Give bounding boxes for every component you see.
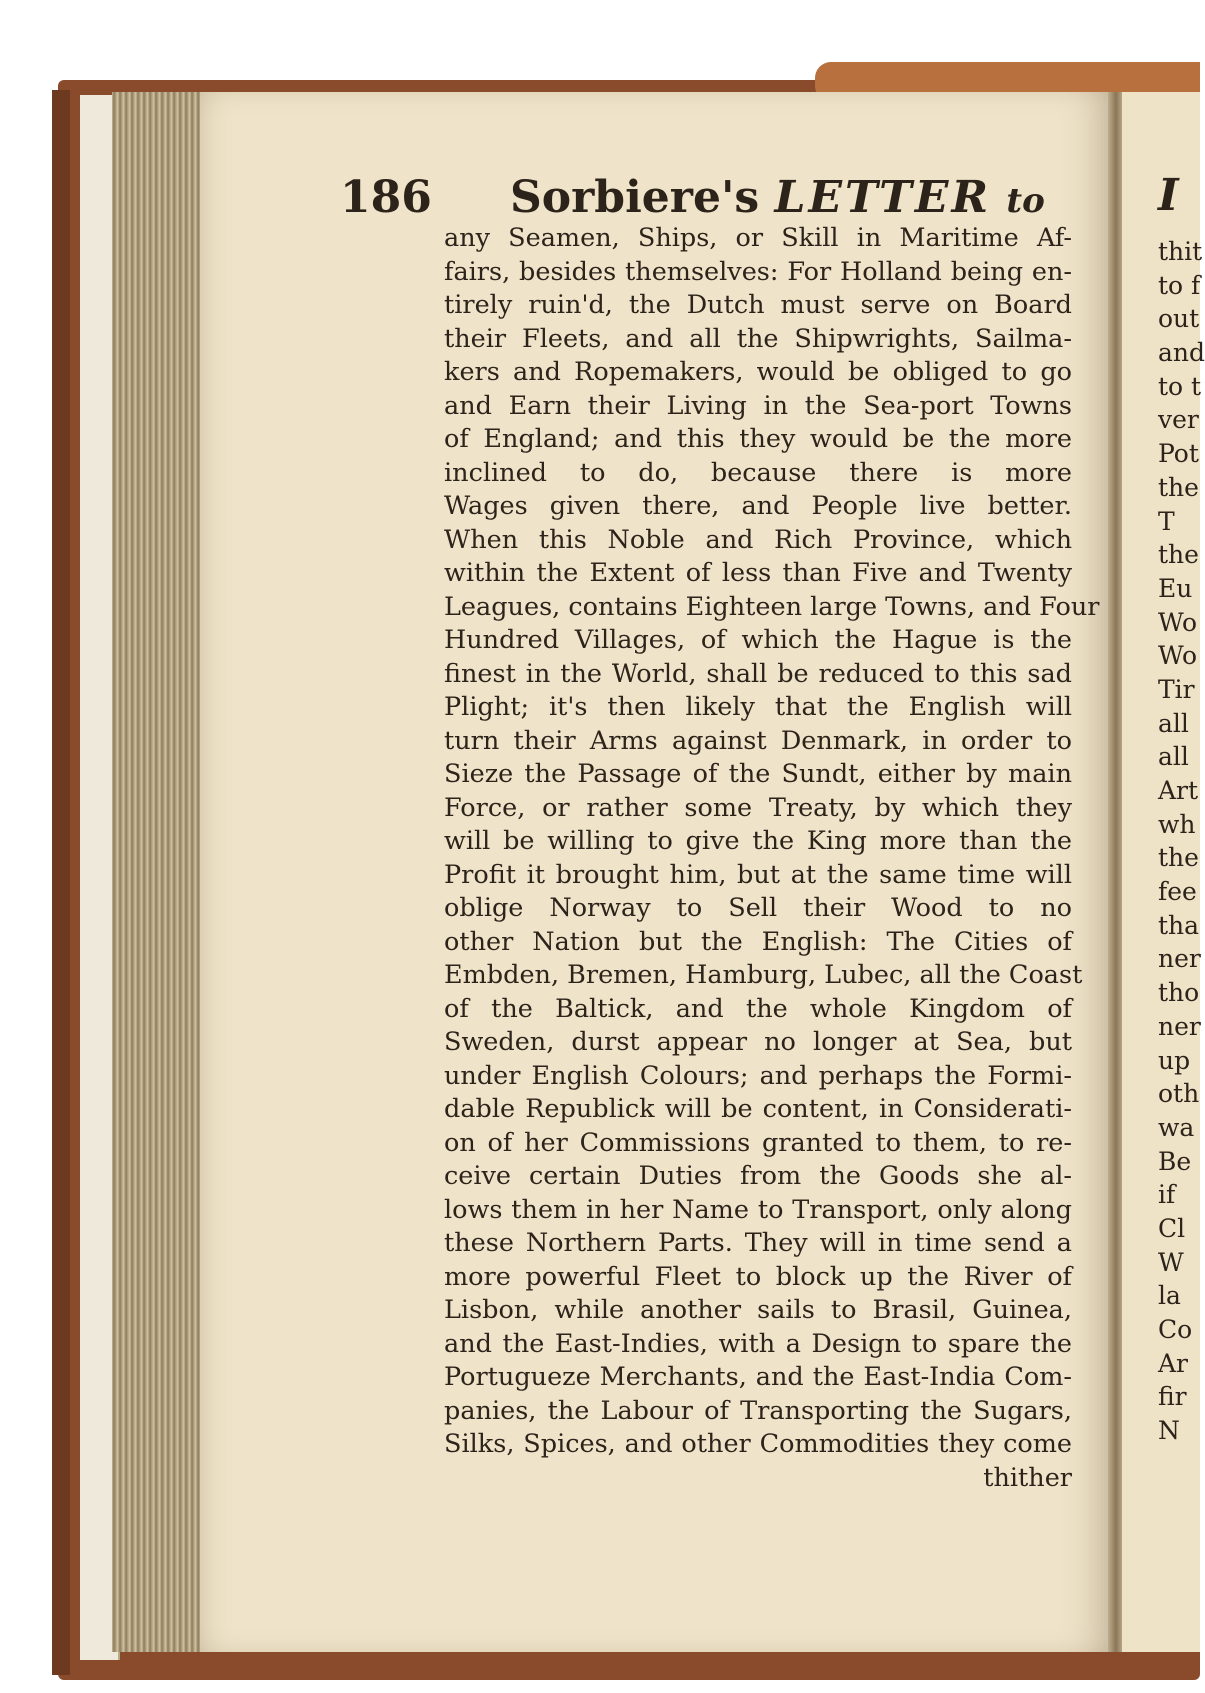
- catchword: thither: [983, 1462, 1072, 1493]
- running-head: [510, 172, 1045, 223]
- text-line: more powerful Fleet to block up the River of: [444, 1261, 1072, 1292]
- right-text-fragment: Ar: [1158, 1348, 1189, 1378]
- right-text-fragment: if: [1158, 1180, 1176, 1210]
- right-text-fragment: and: [1158, 338, 1205, 368]
- text-line: Sieze the Passage of the Sundt, either by main: [444, 759, 1072, 789]
- right-text-fragment: up: [1158, 1045, 1191, 1075]
- right-text-fragment: Wo: [1158, 607, 1198, 637]
- text-line: Hundred Villages, of which the Hague is the: [444, 625, 1072, 655]
- right-running-head-fragment: I: [1158, 170, 1179, 221]
- text-line: Sweden, durst appear no longer at Sea, but: [444, 1027, 1072, 1057]
- text-line: their Fleets, and all the Shipwrights, Sailma-: [444, 323, 1072, 354]
- right-text-fragment: ner: [1158, 944, 1201, 974]
- right-text-fragment: tho: [1158, 978, 1200, 1008]
- text-line: these Northern Parts. They will in time send a: [444, 1228, 1072, 1258]
- running-head-title: LETTER: [774, 172, 992, 223]
- text-line: and Earn their Living in the Sea-port Towns: [444, 390, 1072, 421]
- text-line: finest in the World, shall be reduced to this sad: [444, 658, 1072, 689]
- right-text-fragment: thit: [1158, 237, 1203, 266]
- text-line: of the Baltick, and the whole Kingdom of: [444, 993, 1072, 1024]
- right-text-fragment: the: [1158, 540, 1199, 570]
- right-text-fragment: the: [1158, 472, 1199, 502]
- text-line: Leagues, contains Eighteen large Towns, and Four: [444, 591, 1100, 622]
- right-text-fragment: Cl: [1158, 1213, 1186, 1243]
- text-line: of England; and this they would be the more: [444, 424, 1072, 454]
- right-text-fragment: Co: [1158, 1315, 1193, 1344]
- text-line: Silks, Spices, and other Commodities they come: [444, 1429, 1072, 1459]
- text-line: Force, or rather some Treaty, by which they: [444, 792, 1072, 823]
- text-line: Portugueze Merchants, and the East-India Com-: [444, 1362, 1072, 1392]
- text-line: fairs, besides themselves: For Holland being en-: [444, 256, 1072, 287]
- text-line: inclined to do, because there is more: [444, 457, 1072, 488]
- right-text-fragment: T: [1158, 506, 1175, 536]
- text-line: Plight; it's then likely that the English will: [444, 692, 1072, 722]
- text-line: will be willing to give the King more than the: [444, 826, 1072, 856]
- right-text-fragment: ver: [1158, 405, 1199, 435]
- text-line: Embden, Bremen, Hamburg, Lubec, all the Coast: [444, 960, 1083, 990]
- text-line: panies, the Labour of Transporting the Sugars,: [444, 1395, 1072, 1426]
- right-text-fragment: ner: [1158, 1011, 1201, 1041]
- text-line: under English Colours; and perhaps the Formi-: [444, 1060, 1072, 1091]
- right-text-fragment: Wo: [1158, 641, 1198, 671]
- right-text-fragment: Eu: [1158, 573, 1193, 603]
- text-line: Wages given there, and People live better.: [444, 491, 1072, 521]
- right-text-fragment: oth: [1158, 1079, 1200, 1109]
- right-text-fragment: N: [1158, 1416, 1180, 1446]
- text-line: within the Extent of less than Five and Twenty: [444, 558, 1072, 588]
- right-text-fragment: Pot: [1158, 439, 1199, 469]
- right-text-fragment: all: [1158, 742, 1189, 772]
- text-line: on of her Commissions granted to them, to re-: [444, 1127, 1072, 1158]
- text-line: lows them in her Name to Transport, only along: [444, 1194, 1072, 1225]
- page-body-text: [444, 222, 1100, 1495]
- text-line: oblige Norway to Sell their Wood to no: [444, 893, 1072, 923]
- right-text-fragment: fee: [1158, 877, 1197, 907]
- right-text-fragment: tha: [1158, 910, 1200, 940]
- right-text-fragment: all: [1158, 708, 1189, 738]
- right-text-fragment: Art: [1158, 776, 1199, 805]
- right-text-fragment: fir: [1158, 1382, 1187, 1412]
- page-stack: [112, 92, 202, 1652]
- right-text-fragment: la: [1158, 1281, 1181, 1311]
- right-text-fragment: to f: [1158, 270, 1201, 300]
- right-text-fragment: out: [1158, 304, 1200, 334]
- right-text-fragment: the: [1158, 843, 1199, 873]
- text-line: Profit it brought him, but at the same time will: [444, 859, 1072, 890]
- text-line: ceive certain Duties from the Goods she al-: [444, 1161, 1072, 1191]
- text-line: kers and Ropemakers, would be obliged to go: [444, 357, 1072, 387]
- page-number: 186: [340, 172, 432, 223]
- right-text-fragment: W: [1158, 1247, 1184, 1277]
- cover-edge: [52, 90, 70, 1675]
- text-line: When this Noble and Rich Province, which: [444, 524, 1072, 555]
- text-line: tirely ruin'd, the Dutch must serve on Board: [444, 290, 1072, 320]
- text-line: Lisbon, while another sails to Brasil, Guinea,: [444, 1295, 1072, 1325]
- right-page: [1122, 92, 1205, 1652]
- right-text-fragment: Be: [1158, 1146, 1192, 1176]
- text-line: other Nation but the English: The Cities of: [444, 926, 1072, 957]
- text-line: turn their Arms against Denmark, in order to: [444, 725, 1072, 756]
- right-page-text: [1122, 235, 1205, 1448]
- text-line: dable Republick will be content, in Considerati-: [444, 1094, 1072, 1124]
- right-text-fragment: wa: [1158, 1112, 1195, 1142]
- right-text-fragment: Tir: [1158, 674, 1195, 704]
- right-text-fragment: wh: [1158, 809, 1196, 839]
- running-head-to: to: [1006, 181, 1045, 221]
- right-text-fragment: to t: [1158, 371, 1202, 401]
- text-line: and the East-Indies, with a Design to spare the: [444, 1328, 1072, 1359]
- text-line: any Seamen, Ships, or Skill in Maritime Af-: [444, 223, 1072, 253]
- running-head-author: Sorbiere's: [510, 172, 760, 223]
